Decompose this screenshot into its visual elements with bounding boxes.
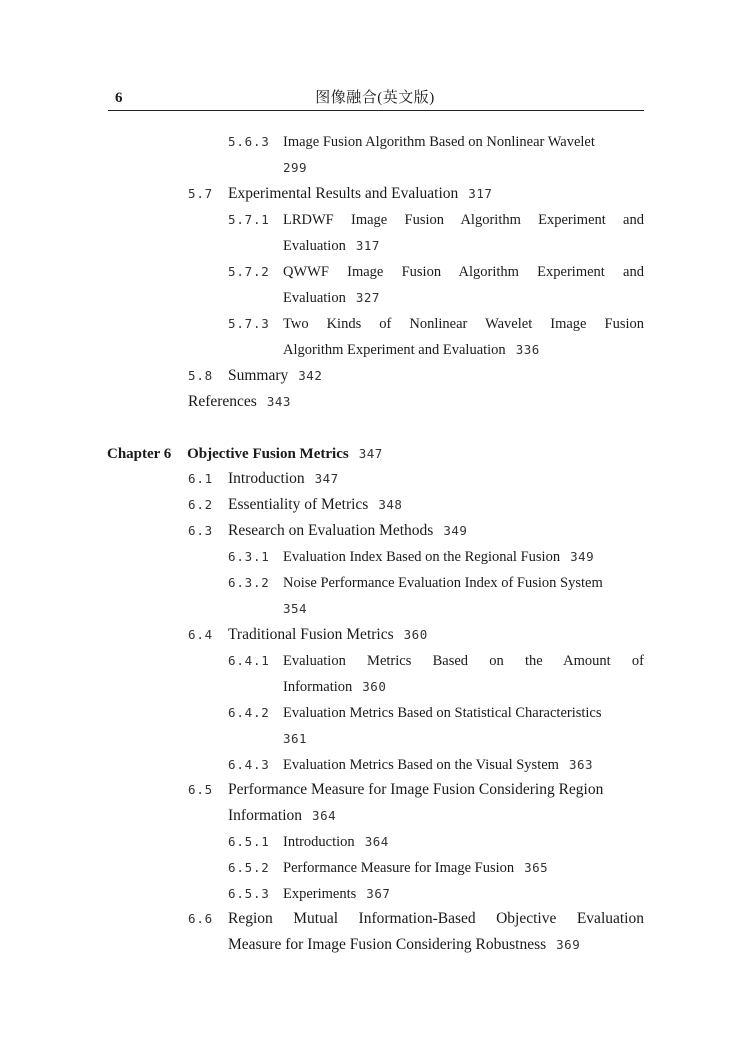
entry-title: Evaluation Metrics Based on the Amount of: [283, 653, 644, 669]
page-ref: 360: [362, 679, 387, 694]
chapter-label: Chapter 6: [107, 446, 172, 462]
entry-title: Introduction: [228, 470, 305, 487]
running-title: 图像融合(英文版): [315, 90, 435, 106]
toc-entry[interactable]: [188, 363, 644, 389]
toc-entry[interactable]: [228, 829, 644, 855]
entry-title-cont: Information: [283, 679, 353, 695]
toc-entry[interactable]: [228, 648, 644, 700]
page-ref: 347: [358, 446, 383, 461]
toc-entry[interactable]: [188, 518, 644, 544]
entry-title: Essentiality of Metrics: [228, 496, 369, 513]
section-number: 6.4.2: [228, 705, 270, 720]
section-number: 6.5.1: [228, 834, 270, 849]
toc-entry[interactable]: [228, 259, 644, 311]
toc-entry[interactable]: [188, 466, 644, 492]
page-ref: 299: [283, 160, 308, 175]
entry-title: References: [188, 393, 257, 410]
section-number: 6.3.1: [228, 549, 270, 564]
toc-entry[interactable]: [188, 389, 644, 415]
section-number: 5.7.1: [228, 212, 270, 227]
entry-title: Traditional Fusion Metrics: [228, 626, 394, 643]
section-number: 6.3: [188, 523, 213, 538]
page-ref: 317: [468, 186, 493, 201]
toc-entry[interactable]: [188, 181, 644, 207]
page-ref: 364: [312, 808, 337, 823]
toc-entry[interactable]: [188, 492, 644, 518]
toc-entry[interactable]: [188, 777, 644, 829]
section-number: 6.6: [188, 911, 213, 926]
page-ref: 349: [570, 549, 595, 564]
entry-title: Region Mutual Information-Based Objective Evaluation: [228, 910, 644, 927]
page-ref: 361: [283, 731, 308, 746]
toc-entry[interactable]: [228, 700, 644, 752]
entry-title-cont: Evaluation: [283, 290, 346, 306]
page-ref: 354: [283, 601, 308, 616]
entry-title: LRDWF Image Fusion Algorithm Experiment and: [283, 212, 644, 228]
entry-title: Research on Evaluation Methods: [228, 522, 434, 539]
page-ref: 336: [515, 342, 540, 357]
section-number: 6.4: [188, 627, 213, 642]
section-number: 5.7: [188, 186, 213, 201]
toc-entry[interactable]: [228, 544, 644, 570]
section-number: 6.5.2: [228, 860, 270, 875]
entry-title: Evaluation Index Based on the Regional Fusion: [283, 549, 561, 565]
entry-title: Summary: [228, 367, 289, 384]
section-number: 6.5.3: [228, 886, 270, 901]
entry-title: Performance Measure for Image Fusion Considering Region: [228, 781, 604, 798]
entry-title: Evaluation Metrics Based on the Visual System: [283, 757, 559, 773]
section-number: 6.5: [188, 782, 213, 797]
page-ref: 367: [366, 886, 391, 901]
section-number: 6.1: [188, 471, 213, 486]
entry-title-cont: Measure for Image Fusion Considering Robustness: [228, 936, 547, 953]
toc-entry[interactable]: [188, 906, 644, 958]
section-number: 5.8: [188, 368, 213, 383]
page-ref: 317: [355, 238, 380, 253]
entry-title: Evaluation Metrics Based on Statistical Characteristics: [283, 705, 602, 721]
entry-title: Experiments: [283, 886, 357, 902]
toc-entry[interactable]: [188, 622, 644, 648]
page-ref: 342: [298, 368, 323, 383]
section-number: 5.7.3: [228, 316, 270, 331]
section-number: 5.6.3: [228, 134, 270, 149]
entry-title-cont: Algorithm Experiment and Evaluation: [283, 342, 506, 358]
page-ref: 369: [556, 937, 581, 952]
section-number: 6.4.3: [228, 757, 270, 772]
toc-entry[interactable]: [228, 207, 644, 259]
page-ref: 343: [266, 394, 291, 409]
page-ref: 364: [364, 834, 389, 849]
toc-entry[interactable]: [228, 129, 644, 181]
chapter-title: Objective Fusion Metrics: [187, 446, 349, 462]
toc-entry[interactable]: [228, 311, 644, 363]
entry-title: QWWF Image Fusion Algorithm Experiment and: [283, 264, 644, 280]
section-number: 6.3.2: [228, 575, 270, 590]
entry-title: Performance Measure for Image Fusion: [283, 860, 515, 876]
toc-entry[interactable]: [228, 752, 644, 778]
page-ref: 349: [443, 523, 468, 538]
section-number: 6.2: [188, 497, 213, 512]
header-rule: [108, 110, 644, 111]
toc-entry[interactable]: [228, 881, 644, 907]
entry-title: Image Fusion Algorithm Based on Nonlinear Wavelet: [283, 134, 595, 150]
section-number: 6.4.1: [228, 653, 270, 668]
toc-entry[interactable]: [228, 570, 644, 622]
page-ref: 360: [403, 627, 428, 642]
page-ref: 348: [378, 497, 403, 512]
toc-entry[interactable]: [228, 855, 644, 881]
page-ref: 347: [314, 471, 339, 486]
chapter-heading[interactable]: [107, 441, 644, 467]
page-ref: 365: [524, 860, 549, 875]
entry-title-cont: Evaluation: [283, 238, 346, 254]
entry-title: Noise Performance Evaluation Index of Fusion System: [283, 575, 603, 591]
page-ref: 363: [568, 757, 594, 772]
page-ref: 327: [355, 290, 380, 305]
entry-title-cont: Information: [228, 807, 303, 824]
entry-title: Experimental Results and Evaluation: [228, 185, 459, 202]
section-number: 5.7.2: [228, 264, 270, 279]
entry-title: Two Kinds of Nonlinear Wavelet Image Fusion: [283, 316, 644, 332]
page-number: 6: [115, 90, 123, 106]
entry-title: Introduction: [283, 834, 355, 850]
